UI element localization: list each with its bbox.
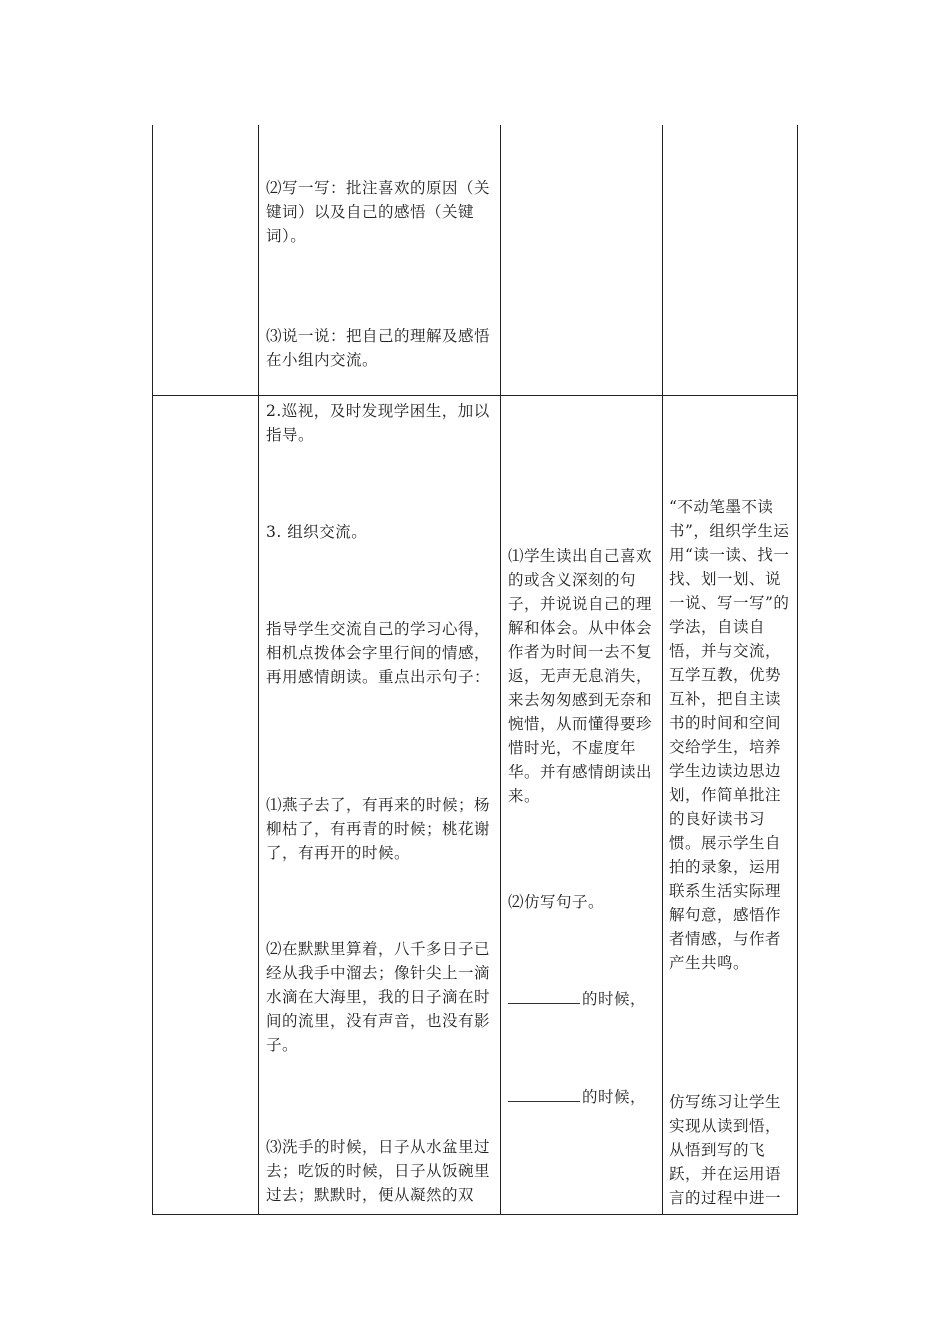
table-row-divider [152,395,798,396]
organize-text: 3. 组织交流。 [266,523,368,541]
student-activity-text: ⑴学生读出自己喜欢的或含义深刻的句子，并说说自己的理解和体会。从中体会作者为时间一去不复返，无声无息消失，来去匆匆感到无奈和惋惜，从而懂得要珍惜时光，不虚度年华。并有感情朗读出来。 [508,547,653,805]
fill-blank-line [508,987,580,1004]
row2-col4-practice [669,1090,793,1210]
fill-blank-suffix: 的时候， [582,1088,647,1106]
row2-col4-design [669,495,793,975]
sentence-3-text: ⑶洗手的时候，日子从水盆里过去；吃饭的时候，日子从饭碗里过去；默默时，便从凝然的双 [266,1138,491,1204]
practice-intent-text: 仿写练习让学生实现从读到悟，从悟到写的飞跃，并在运用语言的过程中进一 [669,1093,782,1207]
row1-col2-text [266,176,494,248]
row2-col2-patrol [266,399,496,447]
say-step-text: ⑶说一说：把自己的理解及感悟在小组内交流。 [266,327,491,369]
table-divider-col3 [500,125,501,1215]
write-step-text: ⑵写一写：批注喜欢的原因（关键词）以及自己的感悟（关键词）。 [266,179,491,245]
table-border-left [152,125,153,1215]
design-intent-text: “不动笔墨不读书”，组织学生运用“读一读、找一找、划一划、说一说、写一写”的学法，自读自悟，并与交流，互学互教，优势互补，把自主读书的时间和空间交给学生，培养学生边读边思边划，作简单批注的良好读书习惯。展示学生自拍的录象，运用联系生活实际理解句意，感悟作者情感，与作者产生共鸣。 [669,498,790,972]
sentence-2-text: ⑵在默默里算着，八千多日子已经从我手中溜去；像针尖上一滴水滴在大海里，我的日子滴在时间的流里，没有声音，也没有影子。 [266,940,491,1054]
table-divider-col2 [258,125,259,1215]
row2-col2-sentence3 [266,1135,496,1207]
patrol-text: 2.巡视，及时发现学困生，加以指导。 [266,402,490,444]
guide-text: 指导学生交流自己的学习心得，相机点拨体会字里行间的情感，再用感情朗读。重点出示句子： [266,620,491,686]
row2-col2-sentence1 [266,793,496,865]
imitate-text: ⑵仿写句子。 [508,893,605,911]
row2-col3-students [508,544,658,808]
row2-col2-organize [266,520,496,544]
row2-col3-blank2 [508,1085,658,1109]
row2-col2-guide [266,617,496,689]
row1-col2-text-2 [266,324,494,372]
row2-col3-imitate [508,890,658,914]
fill-blank-line [508,1085,580,1102]
sentence-1-text: ⑴燕子去了，有再来的时候；杨柳枯了，有再青的时候；桃花谢了，有再开的时候。 [266,796,491,862]
row2-col3-blank1 [508,987,658,1011]
table-divider-col4 [662,125,663,1215]
fill-blank-suffix: 的时候， [582,990,647,1008]
table-border-right [797,125,798,1215]
row2-col2-sentence2 [266,937,496,1057]
table-border-bottom [152,1214,798,1215]
